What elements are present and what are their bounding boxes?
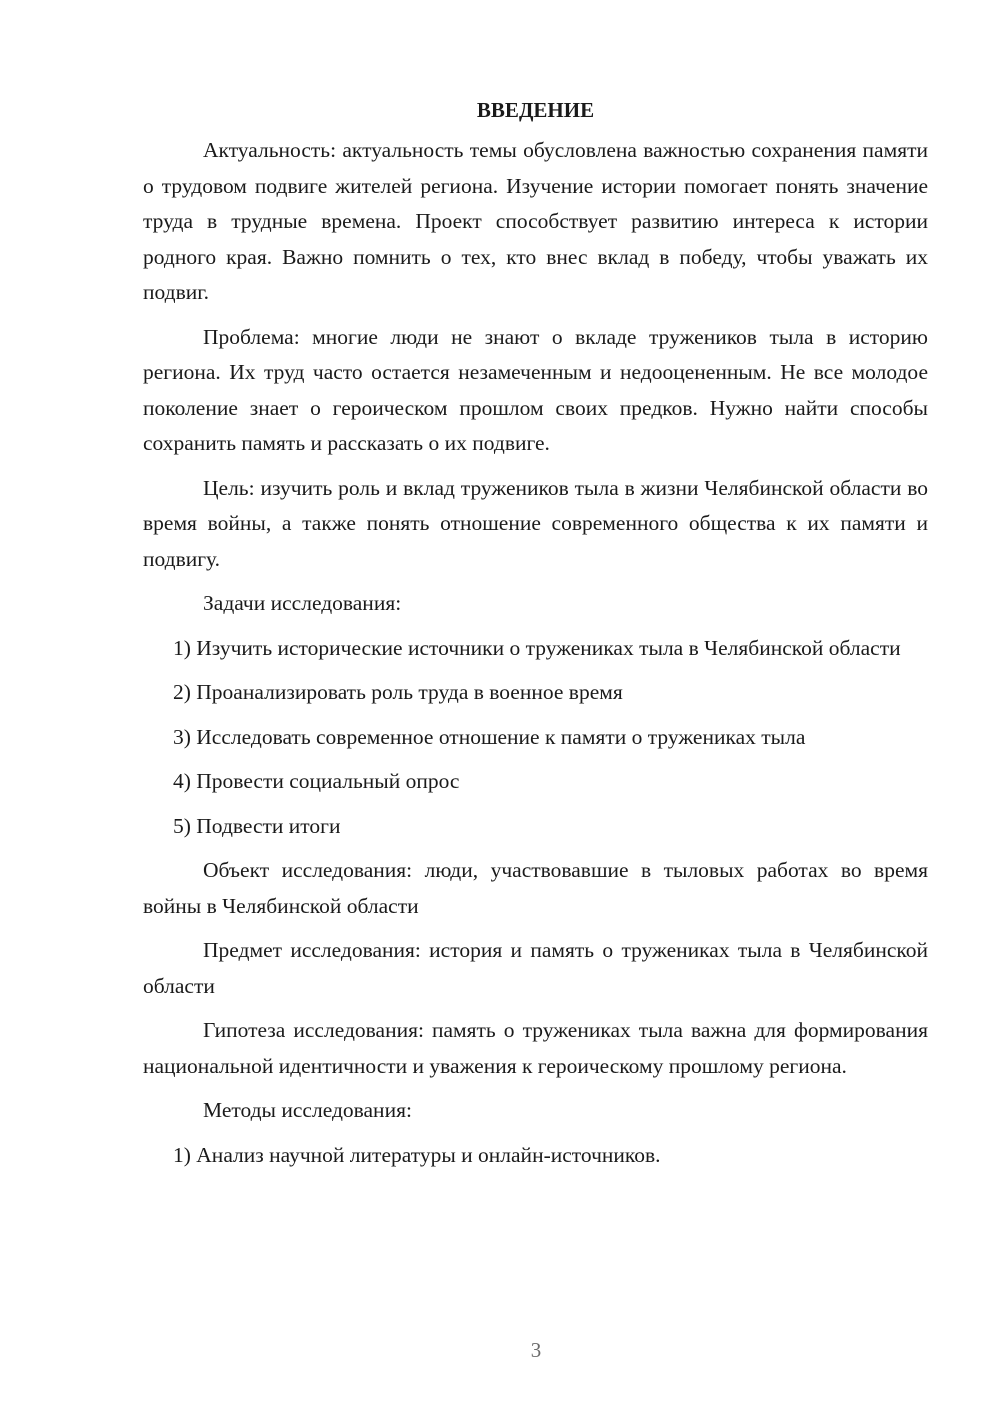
- relevance-paragraph: Актуальность: актуальность темы обусловлена важностью сохранения памяти о трудовом подвиге жителей региона. Изучение истории помогает понять значение труда в трудные времена. Проект способствует развитию интереса к истории родного края. Важно помнить о тех, кто внес вклад в победу, чтобы уважать их подвиг.: [143, 138, 928, 304]
- goal-paragraph: Цель: изучить роль и вклад тружеников тыла в жизни Челябинской области во время войны, а также понять отношение современного общества к их памяти и подвигу.: [143, 475, 928, 571]
- method-item: 1) Анализ научной литературы и онлайн-источников.: [173, 1142, 661, 1167]
- task-item: 3) Исследовать современное отношение к памяти о тружениках тыла: [173, 724, 806, 749]
- page-number: 3: [530, 1338, 542, 1362]
- tasks-heading: Задачи исследования:: [203, 591, 402, 615]
- task-item: 4) Провести социальный опрос: [173, 769, 460, 793]
- problem-paragraph: Проблема: многие люди не знают о вкладе тружеников тыла в историю региона. Их труд часто остается незамеченным и недооцененным. Не все молодое поколение знает о героическом прошлом своих предков. Нужно найти способы сохранить память и рассказать о их подвиге.: [143, 324, 928, 455]
- task-item: 2) Проанализировать роль труда в военное время: [173, 680, 623, 704]
- object-paragraph: Объект исследования: люди, участвовавшие в тыловых работах во время войны в Челябинской области: [143, 858, 928, 918]
- subject-paragraph: Предмет исследования: история и память о тружениках тыла в Челябинской области: [143, 938, 928, 998]
- section-title: ВВЕДЕНИЕ: [476, 98, 595, 122]
- task-item: 5) Подвести итоги: [173, 813, 341, 838]
- page-body: [143, 93, 928, 1173]
- task-item: 1) Изучить исторические источники о тружениках тыла в Челябинской области: [173, 635, 901, 660]
- methods-heading: Методы исследования:: [203, 1098, 412, 1122]
- hypothesis-paragraph: Гипотеза исследования: память о тружениках тыла важна для формирования национальной идентичности и уважения к героическому прошлому региона.: [143, 1018, 928, 1078]
